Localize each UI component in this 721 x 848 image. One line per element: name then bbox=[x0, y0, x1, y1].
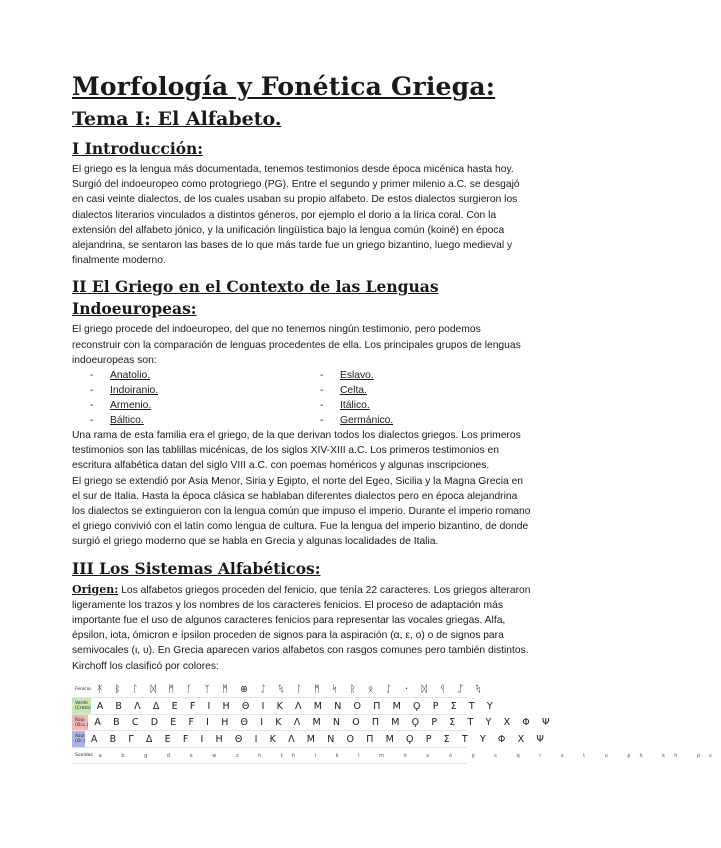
paragraph bbox=[72, 582, 532, 674]
section-heading-sistemas-alfabeticos: III Los Sistemas Alfabéticos: bbox=[72, 558, 321, 578]
alphabet-row bbox=[72, 698, 498, 715]
section-heading-introduccion: I Introducción: bbox=[72, 139, 204, 158]
list-item-label: Eslavo. bbox=[340, 370, 374, 382]
section-heading-contexto: II El Griego en el Contexto de las Lenguas Indoeuropeas: bbox=[72, 277, 439, 319]
language-list-left bbox=[72, 368, 302, 428]
list-item-label: Anatolio. bbox=[110, 370, 151, 382]
paragraph: Una rama de esta familia era el griego, de la que derivan todos los dialectos griegos. Los primeros testimonios son las tablillas micénicas, de los siglos XIV-XIII a.C. Los primeros testimonios en escritura alfabética datan del siglo VIII a.C. con poemas homéricos y algunas inscripciones. bbox=[72, 430, 521, 472]
alphabet-table bbox=[72, 682, 721, 765]
bullet: - bbox=[90, 400, 94, 412]
alphabet-row-chars: Α Β C D Ε Ϝ Ι Η Θ Ι Κ Λ Μ Ν Ο Π Μ Ϙ Ρ Σ Τ Υ Χ Φ Ψ bbox=[94, 717, 555, 729]
list-item-label: Itálico. bbox=[340, 400, 370, 412]
alphabet-row-label: Rojo (Occ.) bbox=[72, 715, 88, 731]
alphabet-row-chars: Α Β Λ Δ Ε Ϝ Ι Η Θ Ι Κ Λ Μ Ν Ο Π Μ Ϙ Ρ Σ Τ Υ bbox=[96, 700, 498, 712]
paragraph: El griego procede del indoeuropeo, del que no tenemos ningún testimonio, pero podemos reconstruir con la comparación de lenguas procedentes de ella. Los principales grupos de lenguas indoeuropeas son: bbox=[72, 324, 521, 366]
bullet: - bbox=[320, 385, 324, 397]
list-item bbox=[72, 413, 302, 428]
list-item bbox=[72, 398, 302, 413]
paragraph: El griego es la lengua más documentada, tenemos testimonios desde época micénica hasta hoy. Surgió del indoeuropeo como protogriego (PG). Entre el segundo y primer milenio a.C. se desgajó en casi veinte dialectos, de los cuales usaban su propio alfabeto. De estos dialectos surgieron los dialectos literarios vinculados a distintos géneros, por ejemplo el dorio a la lírica coral. Con la extensión del alfabeto jónico, y la unificación lingüística bajo la lengua común (koiné) en época alejandrina, se sentaron las bases de lo que más tarde fue un griego bizantino, luego medieval y finalmente moderno. bbox=[72, 164, 520, 267]
paragraph-text: Los alfabetos griegos proceden del fenicio, que tenía 22 caracteres. Los griegos alteraron ligeramente los trazos y los nombres de los caracteres fenicios. El proceso de adaptación más importante fue el uso de algunos caracteres fenicios para representar las vocales griegas. Alfa, épsilon, iota, ómicron e ípsilon proceden de signos para la aspiración (α, ε, o) o de signos para semivocales (ι, υ). En Grecia aparecen varios alfabetos con rasgos comunes pero también distintos. Kirchoff los clasificó por colores: bbox=[72, 584, 531, 672]
alphabet-row-label: Azul (Or.) bbox=[72, 731, 85, 747]
alphabet-row bbox=[72, 731, 549, 748]
document-page bbox=[72, 70, 721, 764]
list-item-label: Indoiranio. bbox=[110, 385, 159, 397]
alphabet-row bbox=[72, 715, 555, 732]
alphabet-row-chars: a b g d e w z h th i k l m n x o p s q r s t u ph kh ps bbox=[98, 752, 721, 759]
bullet: - bbox=[90, 385, 94, 397]
list-item bbox=[302, 368, 532, 383]
alphabet-row bbox=[72, 748, 721, 765]
list-item bbox=[302, 398, 532, 413]
bullet: - bbox=[320, 370, 324, 382]
alphabet-row-label: Fenicio bbox=[72, 682, 91, 698]
alphabet-row-chars: ᛡ ᛒ ᛚ ᛞ ᛗ ᚴ ᛉ ᛗ ⊕ ᛇ ᛪ ᛚ ᛗ ᛋ ᚱ ᛟ ᛇ ᛫ ᛞ ᛩ ᛢ ᛪ bbox=[96, 684, 486, 696]
list-item-label: Germánico. bbox=[340, 415, 394, 427]
document-subtitle: Tema I: El Alfabeto. bbox=[72, 108, 282, 130]
list-item bbox=[302, 413, 532, 428]
document-title: Morfología y Fonética Griega: bbox=[72, 72, 496, 101]
alphabet-row bbox=[72, 682, 486, 699]
bullet: - bbox=[320, 400, 324, 412]
language-list-right bbox=[302, 368, 532, 428]
bullet: - bbox=[90, 370, 94, 382]
bullet: - bbox=[90, 415, 94, 427]
list-item bbox=[72, 368, 302, 383]
language-list bbox=[72, 368, 532, 428]
list-item bbox=[302, 383, 532, 398]
list-item-label: Armenio. bbox=[110, 400, 152, 412]
alphabet-row-label: Sonidos bbox=[72, 748, 93, 764]
list-item-label: Celta. bbox=[340, 385, 367, 397]
alphabet-row-chars: Α Β Γ Δ Ε Ϝ Ι Η Θ Ι Κ Λ Μ Ν Ο Π Μ Ϙ Ρ Σ Τ Υ Φ Χ Ψ bbox=[90, 733, 549, 745]
bullet: - bbox=[320, 415, 324, 427]
alphabet-row-label: Verde (Creta) bbox=[72, 698, 91, 714]
list-item-label: Báltico. bbox=[110, 415, 144, 427]
paragraph: El griego se extendió por Asia Menor, Siria y Egipto, el norte del Egeo, Sicilia y la Magna Grecia en el sur de Italia. Hasta la época clásica se hablaban diferentes dialectos pero en época alejandrina los dialectos se extinguieron con la lengua común que impuso el imperio. Durante el imperio romano el griego convivió con el latín como lengua de cultura. Fue la lengua del imperio bizantino, de donde surgió el griego moderno que se habla en Grecia y algunas localidades de Italia. bbox=[72, 475, 531, 548]
list-item bbox=[72, 383, 302, 398]
origen-label: Origen: bbox=[72, 582, 119, 596]
